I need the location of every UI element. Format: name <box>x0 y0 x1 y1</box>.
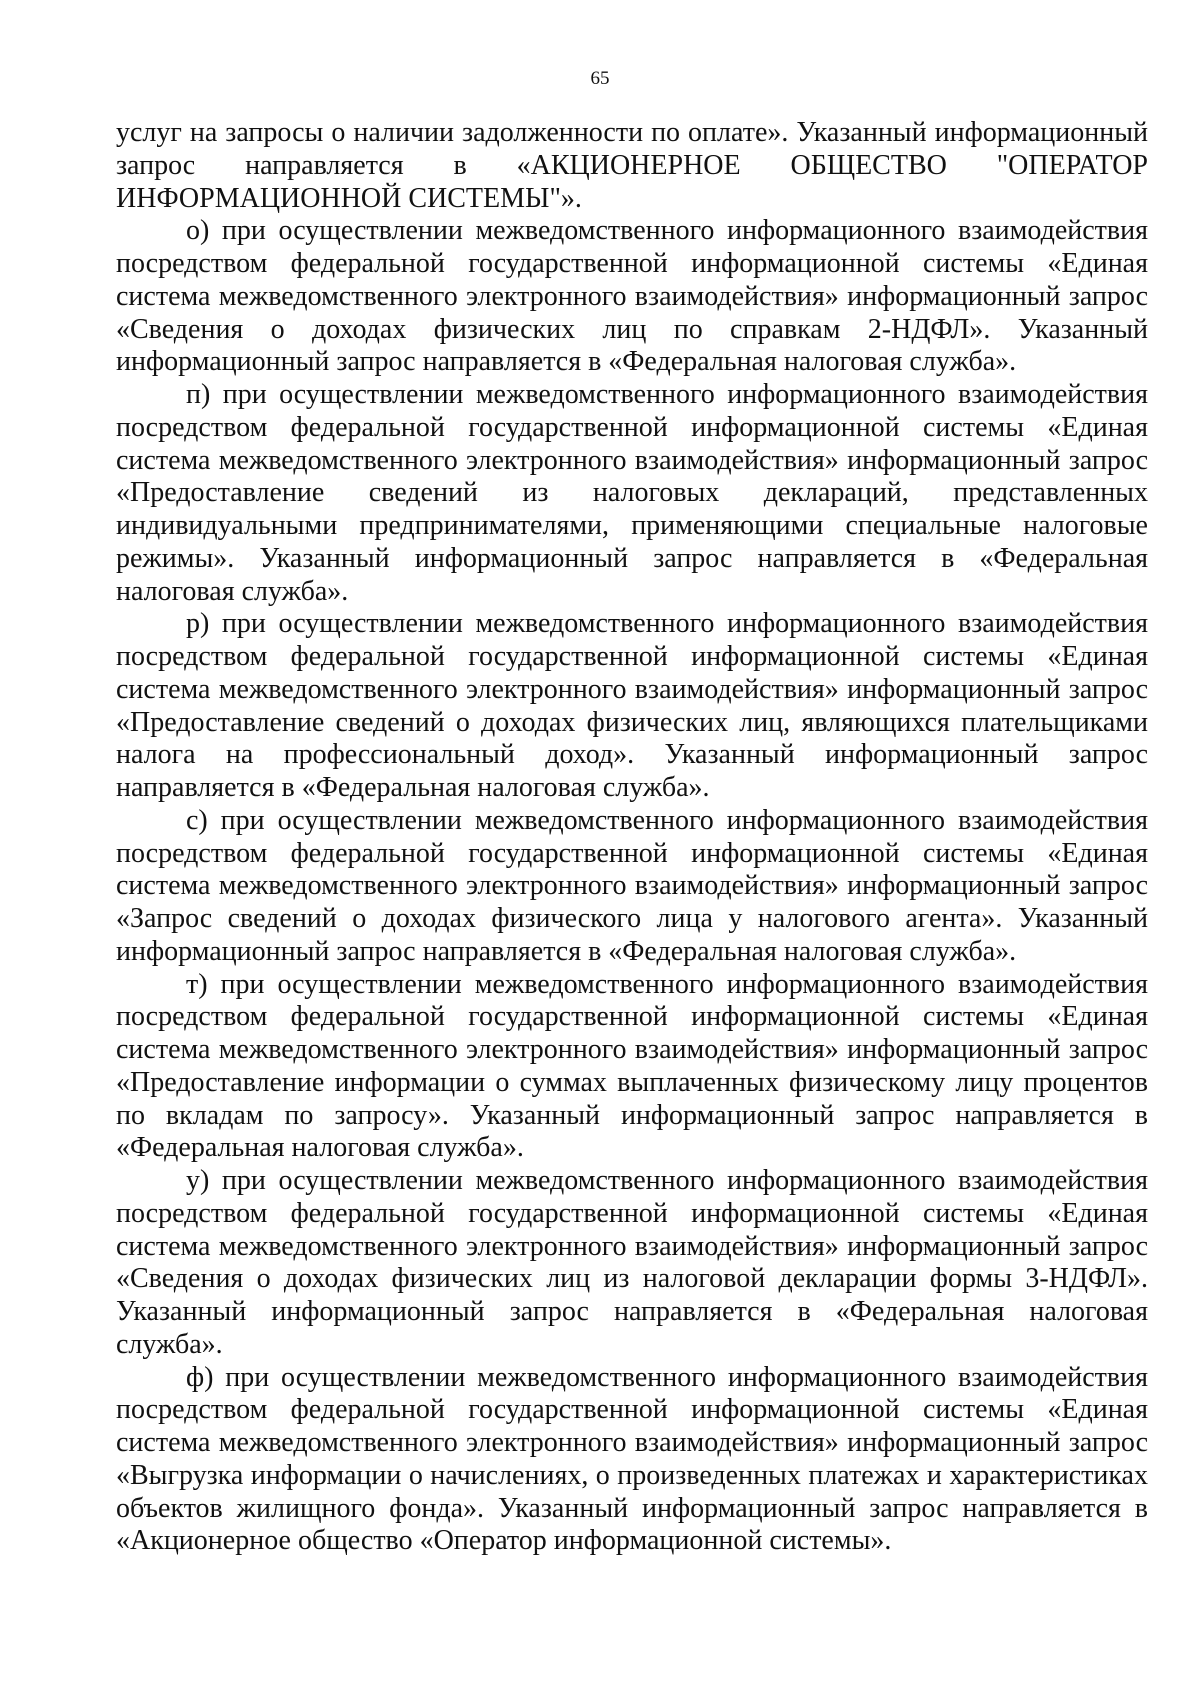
paragraph-item-t: т) при осуществлении межведомственного информационного взаимодействия посредством федеральной государственной информационной системы «Единая система межведомственного электронного взаимодействия» информационный запрос «Предоставление информации о суммах выплаченных физическому лицу процентов по вкладам по запросу». Указанный информационный запрос направляется в «Федеральная налоговая служба». <box>116 968 1148 1164</box>
page-number: 65 <box>590 68 610 89</box>
paragraph-item-p: п) при осуществлении межведомственного информационного взаимодействия посредством федеральной государственной информационной системы «Единая система межведомственного электронного взаимодействия» информационный запрос «Предоставление сведений из налоговых деклараций, представленных индивидуальными предпринимателями, применяющими специальные налоговые режимы». Указанный информационный запрос направляется в «Федеральная налоговая служба». <box>116 379 1148 607</box>
paragraph-item-r: р) при осуществлении межведомственного информационного взаимодействия посредством федеральной государственной информационной системы «Единая система межведомственного электронного взаимодействия» информационный запрос «Предоставление сведений о доходах физических лиц, являющихся плательщиками налога на профессиональный доход». Указанный информационный запрос направляется в «Федеральная налоговая служба». <box>116 608 1148 803</box>
paragraph-item-s: с) при осуществлении межведомственного информационного взаимодействия посредством федеральной государственной информационной системы «Единая система межведомственного электронного взаимодействия» информационный запрос «Запрос сведений о доходах физического лица у налогового агента». Указанный информационный запрос направляется в «Федеральная налоговая служба». <box>116 804 1148 967</box>
paragraph-continuation: услуг на запросы о наличии задолженности по оплате». Указанный информационный запрос направляется в «АКЦИОНЕРНОЕ ОБЩЕСТВО "ОПЕРАТОР ИНФОРМАЦИОННОЙ СИСТЕМЫ"». <box>116 117 1148 214</box>
document-body <box>116 117 1148 1558</box>
paragraph-item-o: о) при осуществлении межведомственного информационного взаимодействия посредством федеральной государственной информационной системы «Единая система межведомственного электронного взаимодействия» информационный запрос «Сведения о доходах физических лиц по справкам 2-НДФЛ». Указанный информационный запрос направляется в «Федеральная налоговая служба». <box>116 215 1148 378</box>
paragraph-item-u: у) при осуществлении межведомственного информационного взаимодействия посредством федеральной государственной информационной системы «Единая система межведомственного электронного взаимодействия» информационный запрос «Сведения о доходах физических лиц из налоговой декларации формы 3-НДФЛ». Указанный информационный запрос направляется в «Федеральная налоговая служба». <box>116 1165 1148 1360</box>
paragraph-item-f: ф) при осуществлении межведомственного информационного взаимодействия посредством федеральной государственной информационной системы «Единая система межведомственного электронного взаимодействия» информационный запрос «Выгрузка информации о начислениях, о произведенных платежах и характеристиках объектов жилищного фонда». Указанный информационный запрос направляется в «Акционерное общество «Оператор информационной системы». <box>116 1361 1148 1557</box>
